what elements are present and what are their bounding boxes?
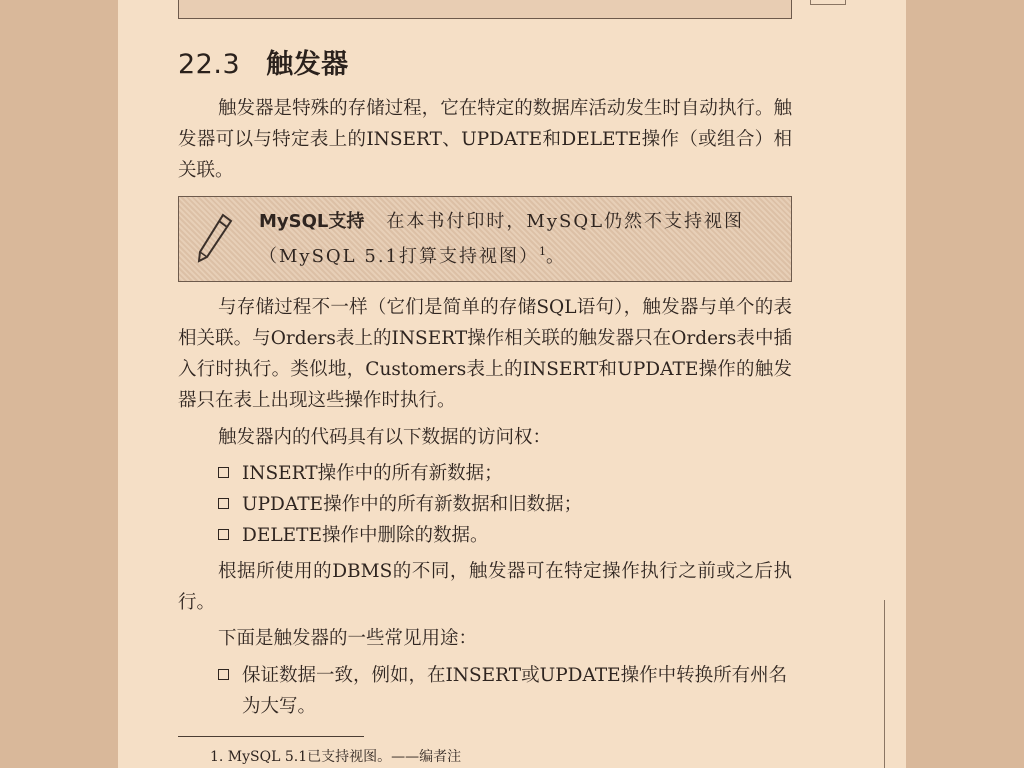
footnote: 1. MySQL 5.1已支持视图。——编者注 xyxy=(210,749,462,765)
list-item: DELETE操作中删除的数据。 xyxy=(218,520,794,551)
checkbox-bullet-icon xyxy=(218,467,229,478)
section-heading xyxy=(178,42,349,81)
page-edge-line xyxy=(884,600,885,768)
paragraph-uses: 下面是触发器的一些常见用途： xyxy=(218,628,478,649)
checkbox-bullet-icon xyxy=(218,529,229,540)
note-title: MySQL支持 xyxy=(259,211,365,232)
note-box xyxy=(178,196,792,282)
list-item: UPDATE操作中的所有新数据和旧数据； xyxy=(218,489,794,520)
checkbox-bullet-icon xyxy=(218,669,229,680)
access-list xyxy=(218,458,794,551)
note-end: 。 xyxy=(546,246,564,267)
note-text xyxy=(259,207,779,272)
section-number: 22.3 xyxy=(178,49,241,80)
page-corner-mark xyxy=(810,0,846,5)
section-title: 触发器 xyxy=(266,49,349,80)
checkbox-bullet-icon xyxy=(218,498,229,509)
paragraph-access: 触发器内的代码具有以下数据的访问权： xyxy=(218,427,552,448)
footnote-rule xyxy=(178,736,364,737)
list-item: 保证数据一致，例如，在INSERT或UPDATE操作中转换所有州名为大写。 xyxy=(218,660,790,722)
pencil-icon xyxy=(195,211,235,265)
paragraph-intro: 触发器是特殊的存储过程，它在特定的数据库活动发生时自动执行。触发器可以与特定表上的INSERT、UPDATE和DELETE操作（或组合）相关联。 xyxy=(178,98,792,181)
paragraph-timing: 根据所使用的DBMS的不同，触发器可在特定操作执行之前或之后执行。 xyxy=(178,561,792,613)
note-body: 在本书付印时，MySQL仍然不支持视图（MySQL 5.1打算支持视图） xyxy=(259,211,745,267)
book-page xyxy=(118,0,906,768)
uses-list xyxy=(218,660,790,722)
footnote-marker: 1 xyxy=(539,245,546,258)
paragraph-association: 与存储过程不一样（它们是简单的存储SQL语句），触发器与单个的表相关联。与Orders表上的INSERT操作相关联的触发器只在Orders表中插入行时执行。类似地，Customers表上的INSERT和UPDATE操作的触发器只在表上出现这些操作时执行。 xyxy=(178,297,792,411)
list-item: INSERT操作中的所有新数据； xyxy=(218,458,794,489)
previous-box-bottom xyxy=(178,0,792,19)
